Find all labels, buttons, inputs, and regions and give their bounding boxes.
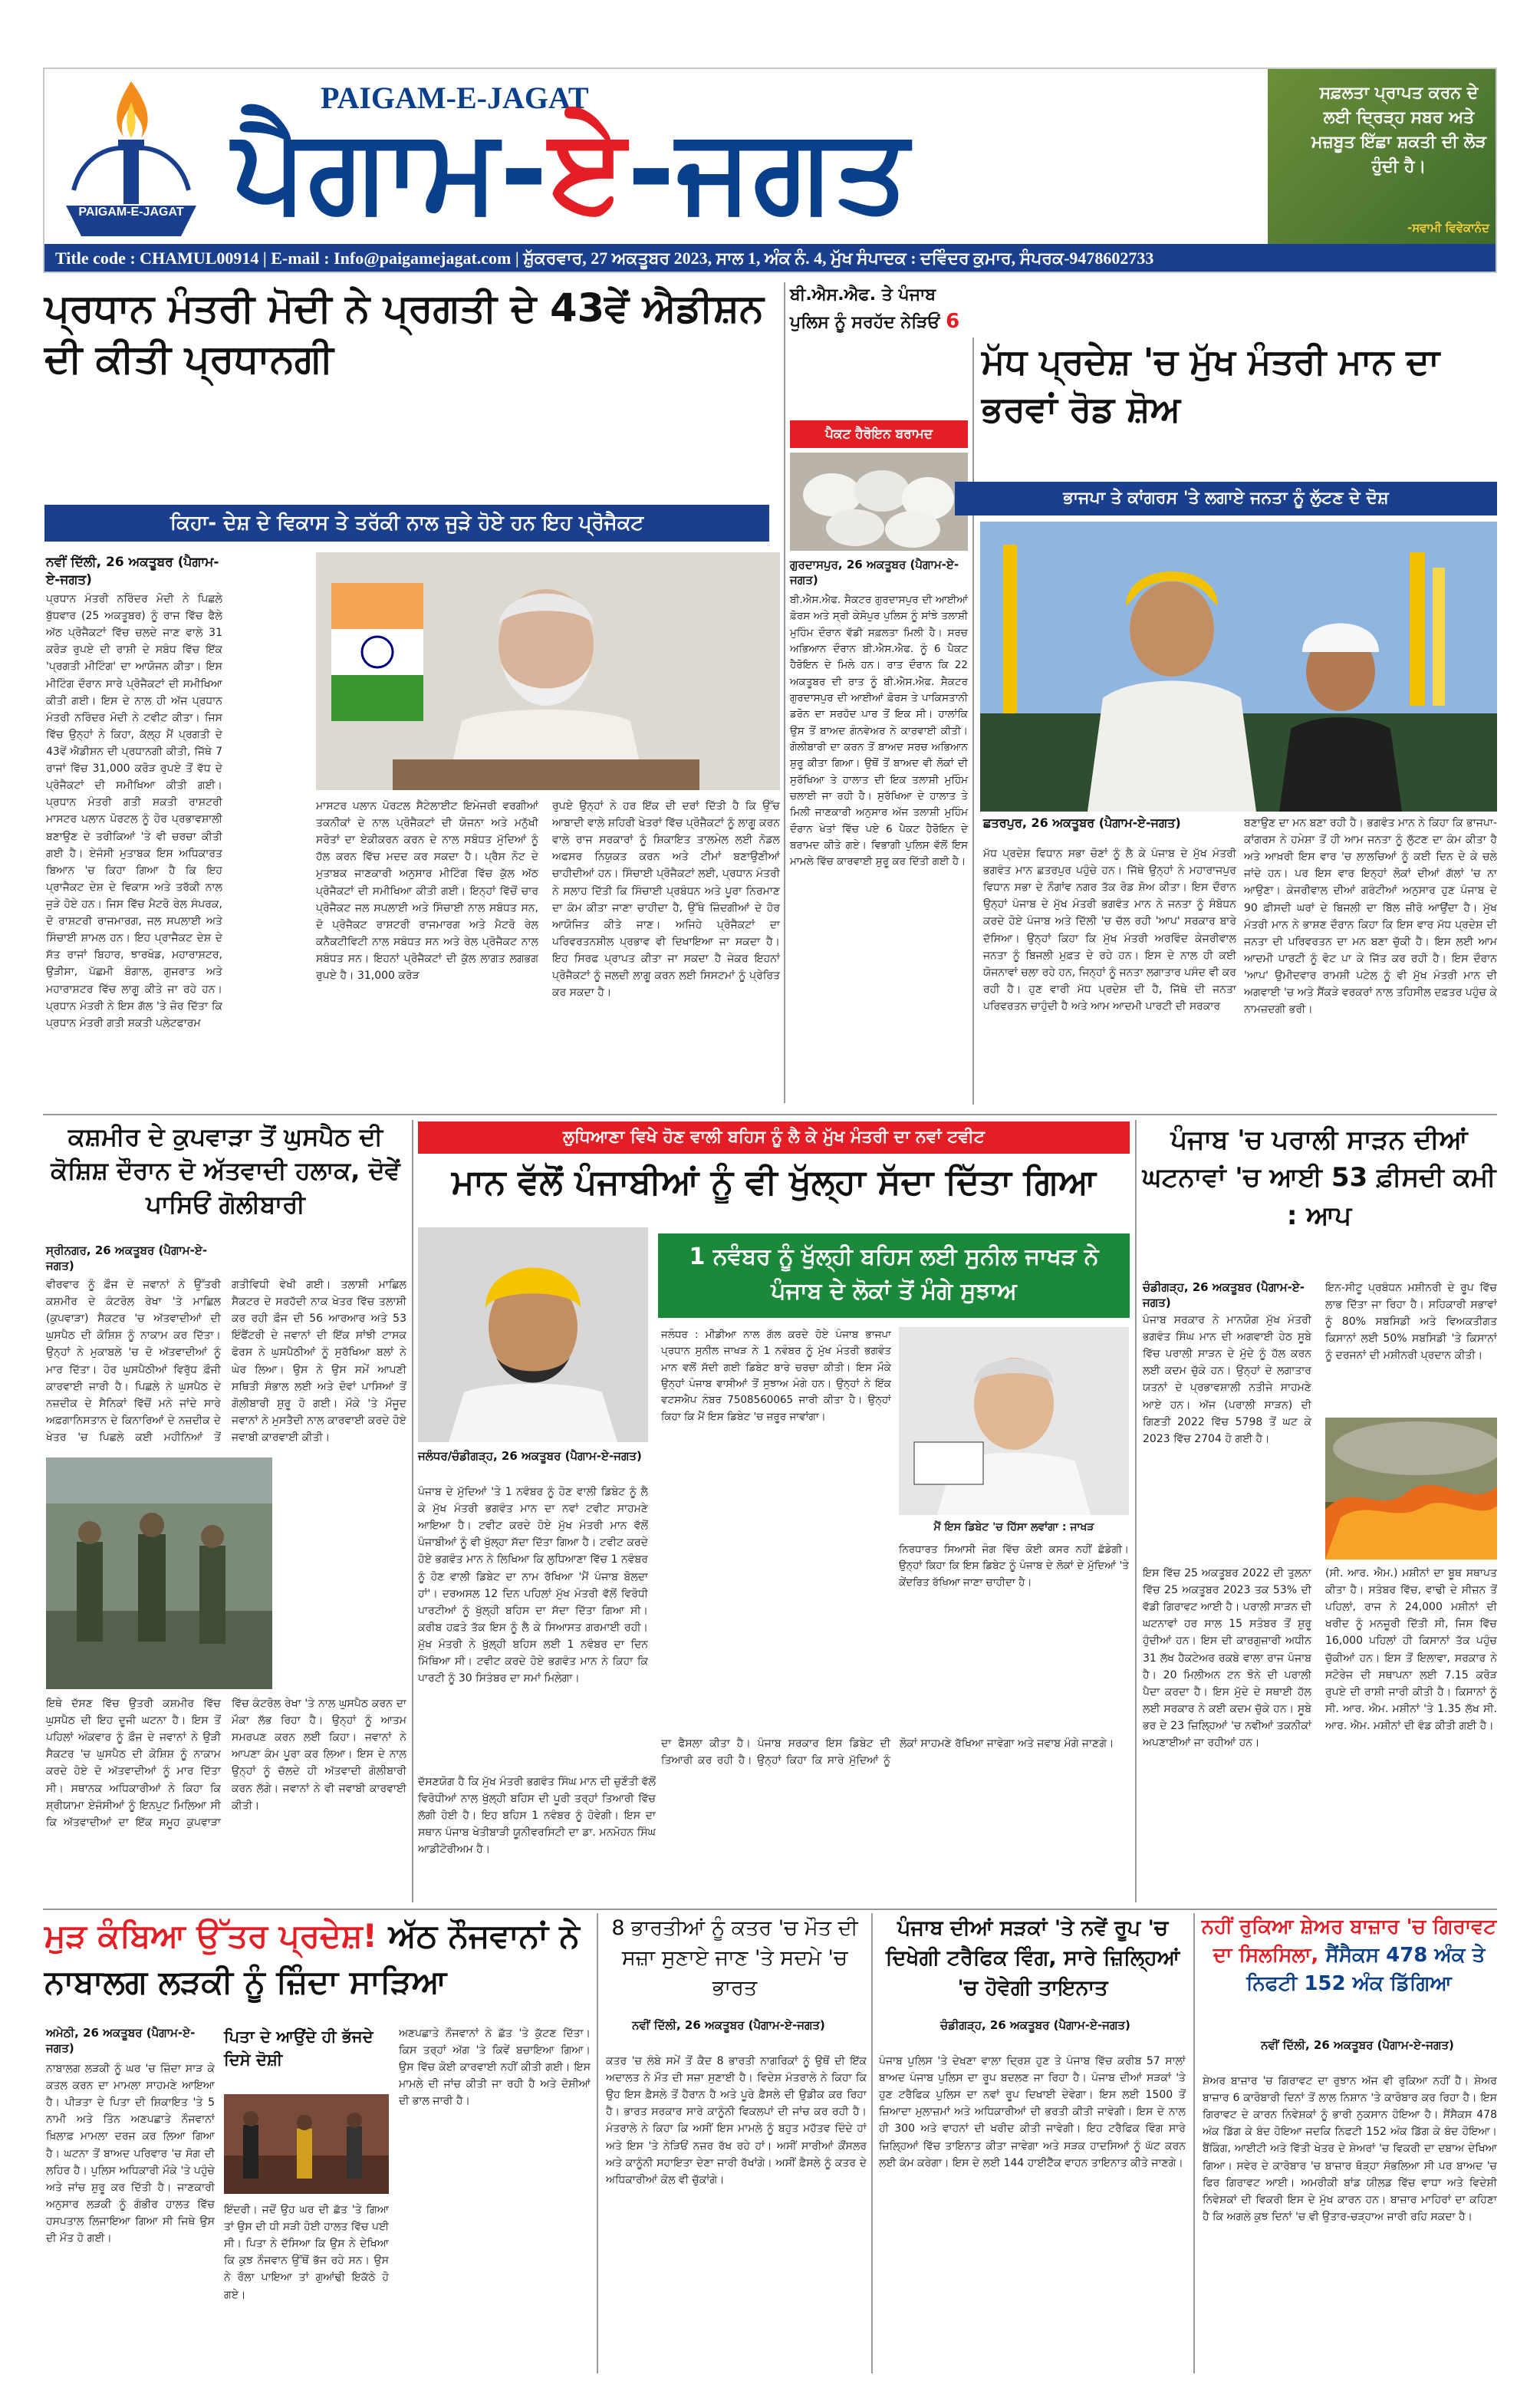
- parali-body-bottom-right: (ਸੀ. ਆਰ. ਐਮ.) ਮਸ਼ੀਨਾਂ ਦਾ ਬੂਥ ਸਥਾਪਤ ਕੀਤਾ ਹੈ। ਸਤੰਬਰ ਵਿੱਚ, ਵਾਢੀ ਦੇ ਸੀਜ਼ਨ ਤੋਂ ਪਹਿਲਾਂ, ਰਾਜ ਨੇ 24,000 ਮਸ਼ੀਨਾਂ ਦੀ ਖਰੀਦ ਨੂੰ ਮਨਜ਼ੂਰੀ ਦਿੱਤੀ ਸੀ, ਜਿਸ ਵਿੱਚ 16,000 ਪਹਿਲਾਂ ਹੀ ਕਿਸਾਨਾਂ ਤੱਕ ਪਹੁੰਚ ਚੁੱਕੀਆਂ ਹਨ। ਇਸ ਤੋਂ ਇਲਾਵਾ, ਸਰਕਾਰ ਨੇ ਸਟੋਰੇਜ ਦੀ ਸਥਾਪਨਾ ਲਈ 7.15 ਕਰੋੜ ਰੁਪਏ ਦੀ ਰਾਸ਼ੀ ਜਾਰੀ ਕੀਤੀ ਹੈ। ਕਿਸਾਨਾਂ ਨੂੰ ਸੀ. ਆਰ. ਐਮ. ਮਸ਼ੀਨਾਂ 'ਤੇ 1.35 ਲੱਖ ਸੀ. ਆਰ. ਐਮ. ਮਸ਼ੀਨਾਂ ਦੀ ਵੰਡ ਕੀਤੀ ਗਈ ਹੈ।: [1325, 1567, 1497, 1732]
- quote-author: -ਸਵਾਮੀ ਵਿਵੇਕਾਨੰਦ: [1407, 221, 1489, 235]
- modi-body-right: ਰੁਪਏ ਉਨ੍ਹਾਂ ਨੇ ਹਰ ਇੱਕ ਦੀ ਦਰਾਂ ਦਿੱਤੀ ਹੈ ਕਿ ਉੱਚ ਆਬਾਦੀ ਵਾਲੇ ਸ਼ਹਿਰੀ ਖੇਤਰਾਂ ਵਿੱਚ ਪ੍ਰੋਜੈਕਟਾਂ ਨੂੰ ਲਾਗੂ ਕਰਨ ਵਾਲੇ ਰਾਜ ਸਰਕਾਰਾਂ ਨੂੰ ਸ਼ਿਕਾਇਤ ਤਾਲਮੇਲ ਲਈ ਨੋਡਲ ਅਫਸਰ ਨਿਯੁਕਤ ਕਰਨ ਅਤੇ ਟੀਮਾਂ ਬਣਾਉਣੀਆਂ ਚਾਹੀਦੀਆਂ ਹਨ। ਸਿੰਚਾਈ ਪ੍ਰੋਜੈਕਟਾਂ ਲਈ, ਪ੍ਰਧਾਨ ਮੰਤਰੀ ਨੇ ਸਲਾਹ ਦਿੱਤੀ ਕਿ ਸਿੰਚਾਈ ਪ੍ਰਬੰਧਨ ਅਤੇ ਪੂਰਾ ਨਿਰਮਾਣ ਦਾ ਕੰਮ ਕੀਤਾ ਜਾਣਾ ਚਾਹੀਦਾ ਹੈ, ਉੱਥੇ ਜ਼ਿੰਦਗੀਆਂ ਦੇ ਹੋਰ ਆਯੋਜਿਤ ਕੀਤੇ ਜਾਣ। ਅਜਿਹੇ ਪ੍ਰੋਜੈਕਟਾਂ ਦਾ ਪਰਿਵਰਤਨਸ਼ੀਲ ਪ੍ਰਭਾਵ ਵੀ ਦਿਖਾਇਆ ਜਾ ਸਕਦਾ ਹੈ। ਇਹ ਸਿਰਫ ਪ੍ਰਾਪਤ ਕੀਤਾ ਜਾ ਸਕਦਾ ਹੈ ਜੇਕਰ ਇਹਨਾਂ ਪ੍ਰੋਜੈਕਟਾਂ ਨੂੰ ਜਲਦੀ ਲਾਗੂ ਕਰਨ ਲਈ ਸਿਸਟਮਾਂ ਨੂੰ ਪ੍ਰੇਰਿਤ ਕਰ ਸਕਦਾ ਹੈ।: [552, 800, 780, 1000]
- parali-body-top-right: ਇਨ-ਸੀਟੂ ਪ੍ਰਬੰਧਨ ਮਸ਼ੀਨਰੀ ਦੇ ਰੂਪ ਵਿੱਚ ਲਾਭ ਦਿੱਤਾ ਜਾ ਰਿਹਾ ਹੈ। ਸਹਿਕਾਰੀ ਸਭਾਵਾਂ ਨੂੰ 80% ਸਬਸਿਡੀ ਅਤੇ ਵਿਅਕਤੀਗਤ ਕਿਸਾਨਾਂ ਲਈ 50% ਸਬਸਿਡੀ 'ਤੇ ਕਿਸਾਨਾਂ ਨੂੰ ਦਰਜਨਾਂ ਦੀ ਮਸ਼ੀਨਰੀ ਪ੍ਰਦਾਨ ਕੀਤੀ।: [1325, 1282, 1497, 1362]
- up-body-right: ਅਣਪਛਾਤੇ ਨੌਜਵਾਨਾਂ ਨੇ ਛੱਤ 'ਤੇ ਕੁੱਟਣ ਦਿੱਤਾ। ਕਿਸ ਤਰ੍ਹਾਂ ਅੱਗ 'ਤੇ ਕਿਵੇਂ ਬਚਾਇਆ ਗਿਆ। ਉਸ ਵਿੱਚ ਕੋਈ ਕਾਰਵਾਈ ਨਹੀਂ ਕੀਤੀ ਗਈ। ਇਸ ਮਾਮਲੇ ਦੀ ਜਾਂਚ ਕੀਤੀ ਜਾ ਰਹੀ ਹੈ ਅਤੇ ਦੋਸ਼ੀਆਂ ਦੀ ਭਾਲ ਜਾਰੀ ਹੈ।: [399, 2027, 591, 2108]
- column-rule-6: [871, 1913, 873, 2373]
- title-part-2: ਏ: [549, 104, 627, 237]
- masthead-logo: [51, 75, 212, 267]
- column-rule-7: [1193, 1913, 1195, 2373]
- up-photo: [224, 2094, 389, 2194]
- jakhar-caption: ਮੈਂ ਇਸ ਡਿਬੇਟ 'ਚ ਹਿੱਸਾ ਲਵਾਂਗਾ : ਜਾਖੜ: [933, 1521, 1094, 1533]
- bsf-subhead: ਪੈਕਟ ਹੈਰੋਇਨ ਬਰਾਮਦ: [790, 420, 968, 448]
- mann-mp-dateline: ਛਤਰਪੁਰ, 26 ਅਕਤੂਬਰ (ਪੈਗਾਮ-ਏ-ਜਗਤ): [983, 815, 1181, 830]
- modi-body-mid: ਮਾਸਟਰ ਪਲਾਨ ਪੋਰਟਲ ਸੈਟੇਲਾਈਟ ਇਮੇਜਰੀ ਵਰਗੀਆਂ ਤਕਨੀਕਾਂ ਦੇ ਨਾਲ ਪ੍ਰੋਜੈਕਟਾਂ ਦੀ ਯੋਜਨਾ ਅਤੇ ਮਨੁੱਖੀ ਸਰੋਤਾਂ ਦਾ ਏਕੀਕਰਨ ਕਰਨ ਦੇ ਨਾਲ ਸਬੰਧਤ ਮੁੱਦਿਆਂ ਨੂੰ ਹੱਲ ਕਰਨ ਵਿੱਚ ਮਦਦ ਕਰ ਸਕਦਾ ਹੈ। ਪ੍ਰੈਸ ਨੋਟ ਦੇ ਮੁਤਾਬਕ ਜਾਣਕਾਰੀ ਅਨੁਸਾਰ ਮੀਟਿੰਗ ਵਿੱਚ ਕੁੱਲ ਅੱਠ ਪ੍ਰੋਜੈਕਟਾਂ ਦੀ ਸਮੀਖਿਆ ਕੀਤੀ ਗਈ। ਇਨ੍ਹਾਂ ਵਿੱਚੋਂ ਚਾਰ ਪ੍ਰੋਜੈਕਟ ਜਲ ਸਪਲਾਈ ਅਤੇ ਸਿੰਚਾਈ ਨਾਲ ਸਬੰਧਤ ਸਨ, ਦੋ ਪ੍ਰੋਜੈਕਟ ਰਾਸ਼ਟਰੀ ਰਾਜਮਾਰਗ ਅਤੇ ਮੈਟਰੋ ਰੇਲ ਕਨੈਕਟੀਵਿਟੀ ਨਾਲ ਸਬੰਧਤ ਸਨ ਅਤੇ ਰੇਲ ਪ੍ਰੋਜੈਕਟ ਨਾਲ ਸਬੰਧਤ ਸਨ। ਇਹਨਾਂ ਪ੍ਰੋਜੈਕਟਾਂ ਦੀ ਕੁੱਲ ਲਾਗਤ ਲਗਭਗ ਰੁਪਏ ਹੈ। 31,000 ਕਰੋੜ: [316, 800, 538, 983]
- column-rule-5: [597, 1913, 598, 2373]
- qatar-body: ਕਤਰ 'ਚ ਲੰਬੇ ਸਮੇਂ ਤੋਂ ਕੈਦ 8 ਭਾਰਤੀ ਨਾਗਰਿਕਾਂ ਨੂੰ ਉਥੋਂ ਦੀ ਇੱਕ ਅਦਾਲਤ ਨੇ ਮੌਤ ਦੀ ਸਜ਼ਾ ਸੁਣਾਈ ਹੈ। ਵਿਦੇਸ਼ ਮੰਤਰਾਲੇ ਨੇ ਕਿਹਾ ਕਿ ਉਹ ਇਸ ਫ਼ੈਸਲੇ ਤੋਂ ਹੈਰਾਨ ਹੈ ਅਤੇ ਪੂਰੇ ਫ਼ੈਸਲੇ ਦੀ ਉਡੀਕ ਕਰ ਰਿਹਾ ਹੈ। ਭਾਰਤ ਸਰਕਾਰ ਸਾਰੇ ਕਾਨੂੰਨੀ ਵਿਕਲਪਾਂ ਦੀ ਜਾਂਚ ਕਰ ਰਹੀ ਹੈ। ਮੰਤਰਾਲੇ ਨੇ ਕਿਹਾ ਕਿ ਅਸੀਂ ਇਸ ਮਾਮਲੇ ਨੂੰ ਬਹੁਤ ਮਹੱਤਵ ਦਿੰਦੇ ਹਾਂ ਅਤੇ ਇਸ 'ਤੇ ਨੇੜਿਓਂ ਨਜ਼ਰ ਰੱਖ ਰਹੇ ਹਾਂ। ਅਸੀਂ ਸਾਰੀਆਂ ਕੌਂਸਲਰ ਅਤੇ ਕਾਨੂੰਨੀ ਸਹਾਇਤਾ ਦੇਣਾ ਜਾਰੀ ਰੱਖਾਂਗੇ। ਅਸੀਂ ਫ਼ੈਸਲੇ ਨੂੰ ਕਤਰ ਦੇ ਅਧਿਕਾਰੀਆਂ ਕੋਲ ਵੀ ਚੁੱਕਾਂਗੇ।: [606, 2055, 867, 2186]
- column-rule-3: [412, 1120, 413, 1902]
- bsf-photo: [790, 453, 968, 551]
- jakhar-headline: 1 ਨਵੰਬਰ ਨੂੰ ਖੁੱਲ੍ਹੀ ਬਹਿਸ ਲਈ ਸੁਨੀਲ ਜਾਖੜ ਨੇ ਪੰਜਾਬ ਦੇ ਲੋਕਾਂ ਤੋਂ ਮੰਗੇ ਸੁਝਾਅ: [658, 1233, 1130, 1318]
- traffic-dateline: ਚੰਡੀਗੜ੍ਹ, 26 ਅਕਤੂਬਰ (ਪੈਗਾਮ-ਏ-ਜਗਤ): [940, 2018, 1130, 2032]
- up-body-mid: ਇੰਦਰੀ। ਜਦੋਂ ਉਹ ਘਰ ਦੀ ਛੱਤ 'ਤੇ ਗਿਆ ਤਾਂ ਉਸ ਦੀ ਧੀ ਸੜੀ ਹੋਈ ਹਾਲਤ ਵਿੱਚ ਪਈ ਸੀ। ਪਿਤਾ ਨੇ ਦੱਸਿਆ ਕਿ ਉਸ ਨੇ ਦੇਖਿਆ ਕਿ ਕੁਝ ਨੌਜਵਾਨ ਉੱਥੋਂ ਭੱਜ ਰਹੇ ਸਨ। ਉਸ ਨੇ ਰੌਲਾ ਪਾਇਆ ਤਾਂ ਗੁਆਂਢੀ ਇਕੱਠੇ ਹੋ ਗਏ।: [224, 2204, 389, 2301]
- parali-body-top: ਪੰਜਾਬ ਸਰਕਾਰ ਨੇ ਮਾਨਯੋਗ ਮੁੱਖ ਮੰਤਰੀ ਭਗਵੰਤ ਸਿੰਘ ਮਾਨ ਦੀ ਅਗਵਾਈ ਹੇਠ ਸੂਬੇ ਵਿੱਚ ਪਰਾਲੀ ਸਾੜਨ ਦੇ ਮੁੱਦੇ ਨੂੰ ਹੱਲ ਕਰਨ ਲਈ ਕਦਮ ਚੁੱਕੇ ਹਨ। ਉਨ੍ਹਾਂ ਦੇ ਲਗਾਤਾਰ ਯਤਨਾਂ ਦੇ ਪ੍ਰਭਾਵਸ਼ਾਲੀ ਨਤੀਜੇ ਸਾਹਮਣੇ ਆਏ ਹਨ। ਅੱਜ (ਪਰਾਲੀ ਸਾੜਨ) ਦੀ ਗਿਣਤੀ 2022 ਵਿੱਚ 5798 ਤੋਂ ਘਟ ਕੇ 2023 ਵਿੱਚ 2704 ਹੋ ਗਈ ਹੈ।: [1143, 1314, 1311, 1445]
- section-rule-2: [43, 1909, 1497, 1910]
- kashmir-body-bottom: ਇਥੇ ਦੱਸਣ ਵਿੱਚ ਉਤਰੀ ਕਸ਼ਮੀਰ ਵਿੱਚ ਘੁਸਪੈਠ ਦੀ ਇਹ ਦੂਜੀ ਘਟਨਾ ਹੈ। ਇਸ ਤੋਂ ਪਹਿਲਾਂ ਅੰਕਵਾਰ ਨੂੰ ਫ਼ੌਜ ਦੇ ਜਵਾਨਾਂ ਨੇ ਉੜੀ ਸੈਕਟਰ 'ਚ ਘੁਸਪੈਠ ਦੀ ਕੋਸ਼ਿਸ਼ ਨੂੰ ਨਾਕਾਮ ਕਰਦੇ ਹੋਏ ਦੋ ਅੱਤਵਾਦੀਆਂ ਨੂੰ ਮਾਰ ਦਿੱਤਾ ਸੀ। ਸਥਾਨਕ ਅਧਿਕਾਰੀਆਂ ਨੇ ਕਿਹਾ ਕਿ ਸ਼੍ਰੀਯਾਮਾ ਏਜੰਸੀਆਂ ਨੂੰ ਇਨਪੁਟ ਮਿਲਿਆ ਸੀ ਕਿ ਅੱਤਵਾਦੀਆਂ ਦਾ ਇੱਕ ਸਮੂਹ ਕੁਪਵਾੜਾ ਵਿੱਚ ਕੰਟਰੋਲ ਰੇਖਾ 'ਤੇ ਨਾਲ ਘੁਸਪੈਠ ਕਰਨ ਦਾ ਮੌਕਾ ਲੱਭ ਰਿਹਾ ਹੈ। ਉਨ੍ਹਾਂ ਨੂੰ ਆਤਮ ਸਮਰਪਣ ਕਰਨ ਲਈ ਕਿਹਾ। ਜਵਾਨਾਂ ਨੇ ਆਪਣਾ ਕੰਮ ਪੂਰਾ ਕਰ ਲਿਆ। ਇਸ ਦੇ ਨਾਲ ਉਨ੍ਹਾਂ ਨੂੰ ਚੱਲਦੇ ਹੀ ਅੱਤਵਾਦੀ ਗੋਲੀਬਾਰੀ ਕਰਨ ਲੱਗੇ। ਜਵਾਨਾਂ ਨੇ ਵੀ ਜਵਾਬੀ ਕਾਰਵਾਈ ਕੀਤੀ।: [46, 1698, 406, 1829]
- mann-debate-dateline: ਜਲੰਧਰ/ਚੰਡੀਗੜ੍ਹ, 26 ਅਕਤੂਬਰ (ਪੈਗਾਮ-ਏ-ਜਗਤ): [418, 1449, 642, 1463]
- mann-portrait-image: [418, 1227, 648, 1442]
- modi-body-left: ਪ੍ਰਧਾਨ ਮੰਤਰੀ ਨਰਿੰਦਰ ਮੋਦੀ ਨੇ ਪਿਛਲੇ ਬੁੱਧਵਾਰ (25 ਅਕਤੂਬਰ) ਨੂੰ ਰਾਜ ਵਿੱਚ ਫੈਲੇ ਅੱਠ ਪ੍ਰੋਜੈਕਟਾਂ ਵਿੱਚ ਚਲਦੇ ਜਾਣ ਵਾਲੇ 31 ਕਰੋੜ ਰੁਪਏ ਦੀ ਰਾਸ਼ੀ ਦੇ ਸਬੰਧ ਵਿੱਚ ਇੱਕ 'ਪ੍ਰਗਤੀ ਮੀਟਿੰਗ' ਦਾ ਆਯੋਜਨ ਕੀਤਾ। ਇਸ ਮੀਟਿੰਗ ਦੌਰਾਨ ਸਾਰੇ ਪ੍ਰੋਜੈਕਟਾਂ ਦੀ ਸਮੀਖਿਆ ਕੀਤੀ ਗਈ। ਇਸ ਦੇ ਨਾਲ ਹੀ ਅੱਜ ਪ੍ਰਧਾਨ ਮੰਤਰੀ ਨਰਿੰਦਰ ਮੋਦੀ ਨੇ ਟਵੀਟ ਕੀਤਾ। ਜਿਸ ਵਿੱਚ ਉਨ੍ਹਾਂ ਨੇ ਕਿਹਾ, ਕੱਲ੍ਹ ਮੈਂ ਪ੍ਰਗਤੀ ਦੇ 43ਵੇਂ ਐਡੀਸ਼ਨ ਦੀ ਪ੍ਰਧਾਨਗੀ ਕੀਤੀ, ਜਿੱਥੇ 7 ਰਾਜਾਂ ਵਿੱਚ 31,000 ਕਰੋੜ ਰੁਪਏ ਤੋਂ ਵੱਧ ਦੇ ਪ੍ਰੋਜੈਕਟਾਂ ਦੀ ਸਮੀਖਿਆ ਕੀਤੀ ਗਈ। ਪ੍ਰਧਾਨ ਮੰਤਰੀ ਗਤੀ ਸ਼ਕਤੀ ਰਾਸ਼ਟਰੀ ਮਾਸਟਰ ਪਲਾਨ ਪੋਰਟਲ ਨੂੰ ਹੋਰ ਪ੍ਰਭਾਵਸ਼ਾਲੀ ਬਣਾਉਣ ਦੇ ਤਰੀਕਿਆਂ 'ਤੇ ਵੀ ਚਰਚਾ ਕੀਤੀ ਗਈ ਹੈ। ਏਜੰਸੀ ਮੁਤਾਬਕ ਇਸ ਅਧਿਕਾਰਤ ਬਿਆਨ 'ਚ ਕਿਹਾ ਗਿਆ ਹੈ ਕਿ ਇਹ ਪ੍ਰਾਜੈਕਟ ਦੇਸ਼ ਦੇ ਵਿਕਾਸ ਅਤੇ ਤਰੱਕੀ ਨਾਲ ਜੁੜੇ ਹੋਏ ਹਨ। ਜਿਸ ਵਿੱਚ ਮੈਟਰੋ ਰੇਲ ਸੰਪਰਕ, ਦੋ ਰਾਸ਼ਟਰੀ ਰਾਜਮਾਰਗ, ਜਲ ਸਪਲਾਈ ਅਤੇ ਸਿੰਚਾਈ ਸ਼ਾਮਲ ਹਨ। ਇਹ ਪ੍ਰਾਜੈਕਟ ਦੇਸ਼ ਦੇ ਸੱਤ ਰਾਜਾਂ ਬਿਹਾਰ, ਝਾਰਖੰਡ, ਮਹਾਰਾਸ਼ਟਰ, ਉੜੀਸਾ, ਪੱਛਮੀ ਬੰਗਾਲ, ਗੁਜਰਾਤ ਅਤੇ ਮਹਾਰਾਸ਼ਟਰ ਵਿੱਚ ਲਾਗੂ ਕੀਤੇ ਜਾ ਰਹੇ ਹਨ। ਪ੍ਰਧਾਨ ਮੰਤਰੀ ਨੇ ਇਸ ਗੱਲ 'ਤੇ ਜ਼ੋਰ ਦਿੱਤਾ ਕਿ ਪ੍ਰਧਾਨ ਮੰਤਰੀ ਗਤੀ ਸ਼ਕਤੀ ਪਲੇਟਫਾਰਮ: [46, 593, 222, 1029]
- traffic-headline: ਪੰਜਾਬ ਦੀਆਂ ਸੜਕਾਂ 'ਤੇ ਨਵੇਂ ਰੂਪ 'ਚ ਦਿਖੇਗੀ ਟਰੈਫਿਕ ਵਿੰਗ, ਸਾਰੇ ਜ਼ਿਲ੍ਹਿਆਂ 'ਚ ਹੋਵੇਗੀ ਤਾਇਨਾਤ: [885, 1916, 1180, 2001]
- modi-headline: ਪ੍ਰਧਾਨ ਮੰਤਰੀ ਮੋਦੀ ਨੇ ਪ੍ਰਗਤੀ ਦੇ 43ਵੇਂ ਐਡੀਸ਼ਨ ਦੀ ਕੀਤੀ ਪ੍ਰਧਾਨਗੀ: [44, 286, 764, 383]
- kashmir-body-top: ਵੀਰਵਾਰ ਨੂੰ ਫ਼ੌਜ ਦੇ ਜਵਾਨਾਂ ਨੇ ਉੱਤਰੀ ਕਸ਼ਮੀਰ ਦੇ ਕੰਟਰੋਲ ਰੇਖਾ 'ਤੇ ਮਾਛਿਲ (ਕੁਪਵਾੜਾ) ਸੈਕਟਰ 'ਚ ਅੱਤਵਾਦੀਆਂ ਦੀ ਘੁਸਪੈਠ ਦੀ ਕੋਸ਼ਿਸ਼ ਨੂੰ ਨਾਕਾਮ ਕਰ ਦਿੱਤਾ। ਉਨ੍ਹਾਂ ਨੇ ਮੁਕਾਬਲੇ 'ਚ ਦੋ ਅੱਤਵਾਦੀਆਂ ਨੂੰ ਮਾਰ ਦਿੱਤਾ। ਹੋਰ ਘੁਸਪੈਠੀਆਂ ਵਿਰੁੱਧ ਫ਼ੌਜੀ ਕਾਰਵਾਈ ਜਾਰੀ ਹੈ। ਪਿਛਲੇ ਨੇ ਘੁਸਪੈਠ ਦੇ ਨਜ਼ਦੀਕ ਦੇ ਸੈਨਿਕਾਂ ਵਿੱਚੋਂ ਮਨੇ ਜਾਂਦੇ ਸਾਰੇ ਅਫ਼ਗਾਨਿਸਤਾਨ ਦੇ ਕਿਨਾਰਿਆਂ ਦੇ ਨਜ਼ਦੀਕ ਦੇ ਖੇਤਰ 'ਚ ਪਿਛਲੇ ਕਈ ਮਹੀਨਿਆਂ ਤੋਂ ਗਤੀਵਿਧੀ ਵੇਖੀ ਗਈ। ਤਲਾਸ਼ੀ ਮਾਛਿਲ ਸੈਕਟਰ ਦੇ ਸਰਹੱਦੀ ਨਾਕ ਖੇਤਰ ਵਿੱਚ ਤਲਾਸ਼ੀ ਕਰ ਰਹੀ ਫ਼ੌਜ ਦੀ 56 ਆਰਆਰ ਅਤੇ 53 ਇੰਫੈਂਟਰੀ ਦੇ ਜਵਾਨਾਂ ਦੀ ਇੱਕ ਸਾਂਝੀ ਟਾਸਕ ਫੋਰਸ ਨੇ ਘੁਸਪੈਠੀਆਂ ਨੂੰ ਸੁਰੱਖਿਆ ਬਲਾਂ ਨੇ ਘੇਰ ਲਿਆ। ਉਸ ਨੇ ਉਸ ਸਮੇਂ ਆਪਣੀ ਸਥਿਤੀ ਸੰਭਾਲ ਲਈ ਅਤੇ ਦੋਵਾਂ ਪਾਸਿਆਂ ਤੋਂ ਗੋਲੀਬਾਰੀ ਸ਼ੁਰੂ ਹੋ ਗਈ। ਮੌਕੇ 'ਤੇ ਮੌਜੂਦ ਜਵਾਨਾਂ ਨੇ ਮੁਸਤੈਦੀ ਨਾਲ ਕਾਰਵਾਈ ਕਰਦੇ ਹੋਏ ਜਵਾਬੀ ਕਾਰਵਾਈ ਕੀਤੀ।: [46, 1279, 406, 1444]
- mann-debate-photo: [418, 1227, 648, 1442]
- heroin-packets-image: [790, 453, 968, 551]
- mann-debate-body-top: ਪੰਜਾਬ ਦੇ ਮੁੱਦਿਆਂ 'ਤੇ 1 ਨਵੰਬਰ ਨੂੰ ਹੋਣ ਵਾਲੀ ਡਿਬੇਟ ਨੂੰ ਲੈ ਕੇ ਮੁੱਖ ਮੰਤਰੀ ਭਗਵੰਤ ਮਾਨ ਦਾ ਨਵਾਂ ਟਵੀਟ ਸਾਹਮਣੇ ਆਇਆ ਹੈ। ਟਵੀਟ ਕਰਦੇ ਹੋਏ ਮੁੱਖ ਮੰਤਰੀ ਮਾਨ ਵੱਲੋਂ ਪੰਜਾਬੀਆਂ ਨੂੰ ਵੀ ਖੁੱਲ੍ਹਾ ਸੱਦਾ ਦਿੱਤਾ ਗਿਆ ਹੈ। ਟਵੀਟ ਕਰਦੇ ਹੋਏ ਭਗਵੰਤ ਮਾਨ ਨੇ ਲਿਖਿਆ ਕਿ ਲੁਧਿਆਣਾ ਵਿੱਚ 1 ਨਵੰਬਰ ਨੂੰ ਹੋਣ ਵਾਲੀ ਡਿਬੇਟ ਦਾ ਨਾਮ ਰੱਖਿਆ 'ਮੈਂ ਪੰਜਾਬ ਬੋਲਦਾ ਹਾਂ'। ਦਰਅਸਲ 12 ਦਿਨ ਪਹਿਲਾਂ ਮੁੱਖ ਮੰਤਰੀ ਵੱਲੋਂ ਵਿਰੋਧੀ ਪਾਰਟੀਆਂ ਨੂੰ ਖੁੱਲ੍ਹੀ ਬਹਿਸ ਦਾ ਸੱਦਾ ਦਿੱਤਾ ਗਿਆ ਸੀ। ਕਰੀਬ ਹਫ਼ਤੇ ਤੱਕ ਇਸ ਨੂੰ ਲੈ ਕੇ ਸਿਆਸਤ ਗਰਮਾਈ ਰਹੀ। ਮੁੱਖ ਮੰਤਰੀ ਨੇ ਖੁੱਲ੍ਹੀ ਬਹਿਸ ਲਈ 1 ਨਵੰਬਰ ਦਾ ਦਿਨ ਮਿੱਥਿਆ ਸੀ। ਟਵੀਟ ਕਰਦੇ ਹੋਏ ਭਗਵੰਤ ਮਾਨ ਨੇ ਕਿਹਾ ਕਿ ਪਾਰਟੀ ਨੂੰ 30 ਸਿਤੰਬਰ ਦਾ ਸਮਾਂ ਮਿਲੇਗਾ।: [418, 1486, 648, 1685]
- sensex-body: ਸ਼ੇਅਰ ਬਾਜ਼ਾਰ 'ਚ ਗਿਰਾਵਟ ਦਾ ਰੁਝਾਨ ਅੱਜ ਵੀ ਰੁਕਿਆ ਨਹੀਂ ਹੈ। ਸ਼ੇਅਰ ਬਾਜ਼ਾਰ 6 ਕਾਰੋਬਾਰੀ ਦਿਨਾਂ ਤੋਂ ਲਾਲ ਨਿਸ਼ਾਨ 'ਤੇ ਕਾਰੋਬਾਰ ਕਰ ਰਿਹਾ ਹੈ। ਇਸ ਗਿਰਾਵਟ ਦੇ ਕਾਰਨ ਨਿਵੇਸ਼ਕਾਂ ਨੂੰ ਭਾਰੀ ਨੁਕਸਾਨ ਹੋਇਆ ਹੈ। ਸੈਂਸੈਕਸ 478 ਅੰਕ ਡਿੱਗ ਕੇ ਬੰਦ ਹੋਇਆ ਜਦਕਿ ਨਿਫਟੀ 152 ਅੰਕ ਡਿੱਗ ਕੇ ਬੰਦ ਹੋਇਆ। ਬੈਂਕਿੰਗ, ਆਈਟੀ ਅਤੇ ਵਿੱਤੀ ਖੇਤਰ ਦੇ ਸ਼ੇਅਰਾਂ 'ਚ ਵਿਕਰੀ ਦਾ ਦਬਾਅ ਦੇਖਿਆ ਗਿਆ। ਸਵੇਰ ਦੇ ਕਾਰੋਬਾਰ 'ਚ ਬਾਜ਼ਾਰ ਥੋੜ੍ਹਾ ਸੰਭਲਿਆ ਸੀ ਪਰ ਬਾਅਦ 'ਚ ਫਿਰ ਗਿਰਾਵਟ ਆਈ। ਅਮਰੀਕੀ ਬਾਂਡ ਯੀਲਡ ਵਿੱਚ ਵਾਧਾ ਅਤੇ ਵਿਦੇਸ਼ੀ ਨਿਵੇਸ਼ਕਾਂ ਦੀ ਵਿਕਰੀ ਇਸ ਦੇ ਮੁੱਖ ਕਾਰਨ ਹਨ। ਬਾਜ਼ਾਰ ਮਾਹਿਰਾਂ ਦਾ ਕਹਿਣਾ ਹੈ ਕਿ ਅਗਲੇ ਕੁਝ ਦਿਨਾਂ 'ਚ ਵੀ ਉਤਾਰ-ਚੜ੍ਹਾਅ ਜਾਰੀ ਰਹਿ ਸਕਦਾ ਹੈ।: [1203, 2075, 1497, 2223]
- modi-image: [316, 552, 780, 790]
- parali-body-bottom: ਇਸ ਵਿੱਚ 25 ਅਕਤੂਬਰ 2022 ਦੀ ਤੁਲਨਾ ਵਿੱਚ 25 ਅਕਤੂਬਰ 2023 ਤਕ 53% ਦੀ ਵੱਡੀ ਗਿਰਾਵਟ ਆਈ ਹੈ। ਪਰਾਲੀ ਸਾੜਨ ਦੀ ਘਟਨਾਵਾਂ ਹਰ ਸਾਲ 15 ਸਤੰਬਰ ਤੋਂ ਸ਼ੁਰੂ ਹੁੰਦੀਆਂ ਹਨ। ਇਸ ਦੀ ਕਾਰਗੁਜ਼ਾਰੀ ਅਧੀਨ 31 ਲੱਖ ਹੈਕਟੇਅਰ ਰਕਬੇ ਵਾਲਾ ਰਾਜ ਪੰਜਾਬ ਹੈ। 20 ਮਿਲੀਅਨ ਟਨ ਝੋਨੇ ਦੀ ਪਰਾਲੀ ਪੈਦਾ ਕਰਦਾ ਹੈ। ਇਸ ਮੁੱਦੇ ਦੇ ਸਥਾਈ ਹੱਲ ਲਈ ਸਰਕਾਰ ਨੇ ਕਈ ਕਦਮ ਚੁੱਕੇ ਹਨ। ਸੂਬੇ ਭਰ ਦੇ 23 ਜ਼ਿਲ੍ਹਿਆਂ 'ਚ ਨਵੀਆਂ ਤਕਨੀਕਾਂ ਅਪਣਾਈਆਂ ਜਾ ਰਹੀਆਂ ਹਨ।: [1143, 1567, 1311, 1750]
- mann-mp-photo: [980, 522, 1497, 812]
- qatar-headline: 8 ਭਾਰਤੀਆਂ ਨੂੰ ਕਤਰ 'ਚ ਮੌਤ ਦੀ ਸਜ਼ਾ ਸੁਣਾਏ ਜਾਣ 'ਤੇ ਸਦਮੇ 'ਚ ਭਾਰਤ: [611, 1916, 858, 2001]
- jakhar-body-bottom: ਦਾ ਫੈਸਲਾ ਕੀਤਾ ਹੈ। ਪੰਜਾਬ ਸਰਕਾਰ ਇਸ ਡਿਬੇਟ ਦੀ ਤਿਆਰੀ ਕਰ ਰਹੀ ਹੈ। ਉਨ੍ਹਾਂ ਕਿਹਾ ਕਿ ਸਾਰੇ ਮੁੱਦਿਆਂ ਨੂੰ ਲੋਕਾਂ ਸਾਹਮਣੇ ਰੱਖਿਆ ਜਾਵੇਗਾ ਅਤੇ ਜਵਾਬ ਮੰਗੇ ਜਾਣਗੇ।: [661, 1737, 1114, 1767]
- bsf-headline: [790, 284, 968, 335]
- bsf-dateline: ਗੁਰਦਾਸਪੁਰ, 26 ਅਕਤੂਬਰ (ਪੈਗਾਮ-ਏ-ਜਗਤ): [790, 558, 959, 588]
- mann-debate-strap: ਲੁਧਿਆਣਾ ਵਿਖੇ ਹੋਣ ਵਾਲੀ ਬਹਿਸ ਨੂੰ ਲੈ ਕੇ ਮੁੱਖ ਮੰਤਰੀ ਦਾ ਨਵਾਂ ਟਵੀਟ: [418, 1121, 1130, 1154]
- bsf-headline-num: 6: [946, 309, 960, 333]
- up-body-left: ਨਾਬਾਲਗ ਲੜਕੀ ਨੂੰ ਘਰ 'ਚ ਜ਼ਿੰਦਾ ਸਾੜ ਕੇ ਕਤਲ ਕਰਨ ਦਾ ਮਾਮਲਾ ਸਾਹਮਣੇ ਆਇਆ ਹੈ। ਪੀੜਤਾ ਦੇ ਪਿਤਾ ਦੀ ਸ਼ਿਕਾਇਤ 'ਤੇ 5 ਨਾਮੀ ਅਤੇ ਤਿੰਨ ਅਣਪਛਾਤੇ ਨੌਜਵਾਨਾਂ ਖ਼ਿਲਾਫ਼ ਮਾਮਲਾ ਦਰਜ ਕਰ ਲਿਆ ਗਿਆ ਹੈ। ਘਟਨਾ ਤੋਂ ਬਾਅਦ ਪਰਿਵਾਰ 'ਚ ਸੋਗ ਦੀ ਲਹਿਰ ਹੈ। ਪੁਲਿਸ ਅਧਿਕਾਰੀ ਮੌਕੇ 'ਤੇ ਪਹੁੰਚੇ ਅਤੇ ਜਾਂਚ ਸ਼ੁਰੂ ਕਰ ਦਿੱਤੀ ਹੈ। ਜਾਣਕਾਰੀ ਅਨੁਸਾਰ ਲੜਕੀ ਨੂੰ ਗੰਭੀਰ ਹਾਲਤ ਵਿੱਚ ਹਸਪਤਾਲ ਲਿਜਾਇਆ ਗਿਆ ਸੀ ਜਿਥੇ ਉਸ ਦੀ ਮੌਤ ਹੋ ਗਈ।: [46, 2063, 215, 2245]
- kashmir-headline: ਕਸ਼ਮੀਰ ਦੇ ਕੁਪਵਾੜਾ ਤੋਂ ਘੁਸਪੈਠ ਦੀ ਕੋਸ਼ਿਸ਼ ਦੌਰਾਨ ਦੋ ਅੱਤਵਾਦੀ ਹਲਾਕ, ਦੋਵੇਂ ਪਾਸਿਓਂ ਗੋਲੀਬਾਰੀ: [51, 1122, 400, 1220]
- parali-headline: ਪੰਜਾਬ 'ਚ ਪਰਾਲੀ ਸਾੜਨ ਦੀਆਂ ਘਟਨਾਵਾਂ 'ਚ ਆਈ 53 ਫ਼ੀਸਦੀ ਕਮੀ : ਆਪ: [1142, 1125, 1496, 1231]
- torch-logo-icon: [51, 75, 212, 267]
- title-part-1: ਪੈਗਾਮ-: [232, 104, 550, 237]
- modi-dateline: ਨਵੀਂ ਦਿੱਲੀ, 26 ਅਕਤੂਬਰ (ਪੈਗਾਮ-ਏ-ਜਗਤ): [46, 555, 219, 588]
- mann-mp-body-left: ਮੱਧ ਪ੍ਰਦੇਸ਼ ਵਿਧਾਨ ਸਭਾ ਚੋਣਾਂ ਨੂੰ ਲੈ ਕੇ ਪੰਜਾਬ ਦੇ ਮੁੱਖ ਮੰਤਰੀ ਭਗਵੰਤ ਮਾਨ ਛਤਰਪੁਰ ਪਹੁੰਚੇ ਹਨ। ਜਿੱਥੇ ਉਨ੍ਹਾਂ ਨੇ ਮਹਾਰਾਜਪੁਰ ਵਿਧਾਨ ਸਭਾ ਦੇ ਨੌਗਾਂਵ ਨਗਰ ਤੱਕ ਰੋਡ ਸ਼ੋਅ ਕੀਤਾ। ਇਸ ਦੌਰਾਨ ਉਨ੍ਹਾਂ ਪੰਜਾਬ ਦੇ ਮੁੱਖ ਮੰਤਰੀ ਭਗਵੰਤ ਮਾਨ ਨੇ ਜਨਤਾ ਨੂੰ ਸੰਬੋਧਨ ਕਰਦੇ ਹੋਏ ਪੰਜਾਬ ਅਤੇ ਦਿੱਲੀ 'ਚ ਚੱਲ ਰਹੀ 'ਆਪ' ਸਰਕਾਰ ਬਾਰੇ ਦੱਸਿਆ। ਉਨ੍ਹਾਂ ਕਿਹਾ ਕਿ ਮੁੱਖ ਮੰਤਰੀ ਅਰਵਿੰਦ ਕੇਜਰੀਵਾਲ ਜਨਤਾ ਨੂੰ ਬਿਜਲੀ ਮੁਫ਼ਤ ਦੇ ਰਹੇ ਹਨ। ਇਸ ਦੇ ਨਾਲ ਹੀ ਕਈ ਯੋਜਨਾਵਾਂ ਚਲਾ ਰਹੇ ਹਨ, ਜਿਨ੍ਹਾਂ ਨੂੰ ਜਨਤਾ ਲਗਾਤਾਰ ਪਸੰਦ ਵੀ ਕਰ ਰਹੀ ਹੈ। ਹੁਣ ਵਾਰੀ ਮੱਧ ਪ੍ਰਦੇਸ਼ ਦੀ ਹੈ, ਜਿੱਥੇ ਦੀ ਜਨਤਾ ਪਰਿਵਰਤਨ ਚਾਹੁੰਦੀ ਹੈ ਅਤੇ ਆਮ ਆਦਮੀ ਪਾਰਟੀ ਦੀ ਸਰਕਾਰ: [983, 848, 1236, 1013]
- column-rule: [784, 282, 785, 1103]
- up-headline: [44, 1913, 595, 2004]
- parali-dateline: ਚੰਡੀਗੜ੍ਹ, 26 ਅਕਤੂਬਰ (ਪੈਗਾਮ-ਏ-ਜਗਤ): [1143, 1280, 1305, 1310]
- traffic-body: ਪੰਜਾਬ ਪੁਲਿਸ 'ਤੇ ਦੇਖਣਾ ਵਾਲਾ ਦ੍ਰਿਸ਼ ਹੁਣ ਤੇ ਪੰਜਾਬ ਵਿੱਚ ਕਰੀਬ 57 ਸਾਲਾਂ ਬਾਅਦ ਪੰਜਾਬ ਪੁਲਿਸ ਦਾ ਰੂਪ ਬਦਲਣ ਜਾ ਰਿਹਾ ਹੈ। ਪੰਜਾਬ ਦੀਆਂ ਸੜਕਾਂ 'ਤੇ ਹੁਣ ਟਰੈਫਿਕ ਪੁਲਿਸ ਦਾ ਨਵਾਂ ਰੂਪ ਦਿਖਾਈ ਦੇਵੇਗਾ। ਇਸ ਲਈ 1500 ਤੋਂ ਜ਼ਿਆਦਾ ਮੁਲਾਜ਼ਮਾਂ ਅਤੇ ਅਧਿਕਾਰੀਆਂ ਦੀ ਭਰਤੀ ਕੀਤੀ ਜਾਵੇਗੀ। ਇਸ ਦੇ ਨਾਲ ਹੀ 300 ਅਤੇ ਵਾਹਨਾਂ ਦੀ ਖਰੀਦ ਕੀਤੀ ਜਾਵੇਗੀ। ਇਹ ਟਰੈਫਿਕ ਵਿੰਗ ਸਾਰੇ ਜ਼ਿਲ੍ਹਿਆਂ ਵਿੱਚ ਤਾਇਨਾਤ ਕੀਤਾ ਜਾਵੇਗਾ ਅਤੇ ਸੜਕ ਹਾਦਸਿਆਂ ਨੂੰ ਘੱਟ ਕਰਨ ਲਈ ਕੰਮ ਕਰੇਗਾ। ਇਸ ਦੇ ਲਈ 144 ਹਾਈਟੈੱਕ ਵਾਹਨ ਤਾਇਨਾਤ ਕੀਤੇ ਜਾਣਗੇ।: [879, 2055, 1186, 2169]
- sensex-headline-red: ਨਹੀਂ ਰੁਕਿਆ ਸ਼ੇਅਰ ਬਾਜ਼ਾਰ 'ਚ ਗਿਰਾਵਟ ਦਾ ਸਿਲਸਿਲਾ,: [1201, 1915, 1497, 1967]
- sensex-headline-blue: ਸੈਂਸੈਕਸ 478 ਅੰਕ ਤੇ ਨਿਫਟੀ 152 ਅੰਕ ਡਿੱਗਿਆ: [1246, 1943, 1486, 1995]
- soldiers-image: [46, 1457, 272, 1689]
- section-rule: [43, 1114, 1497, 1115]
- bsf-headline-text: ਬੀ.ਐਸ.ਐਫ. ਤੇ ਪੰਜਾਬ ਪੁਲਿਸ ਨੂੰ ਸਰਹੱਦ ਨੇੜਿਓਂ: [790, 285, 940, 332]
- jakhar-photo: [899, 1327, 1129, 1515]
- english-name: PAIGAM-E-JAGAT: [321, 81, 589, 115]
- kashmir-dateline: ਸ੍ਰੀਨਗਰ, 26 ਅਕਤੂਬਰ (ਪੈਗਾਮ-ਏ-ਜਗਤ): [46, 1243, 208, 1273]
- qatar-dateline: ਨਵੀਂ ਦਿੱਲੀ, 26 ਅਕਤੂਬਰ (ਪੈਗਾਮ-ਏ-ਜਗਤ): [632, 2018, 825, 2032]
- mann-debate-body-bottom: ਦੱਸਣਯੋਗ ਹੈ ਕਿ ਮੁੱਖ ਮੰਤਰੀ ਭਗਵੰਤ ਸਿੰਘ ਮਾਨ ਦੀ ਚੁਣੌਤੀ ਵੱਲੋਂ ਵਿਰੋਧੀਆਂ ਨਾਲ ਖੁੱਲ੍ਹੀ ਬਹਿਸ ਦੀ ਪੂਰੀ ਤਰ੍ਹਾਂ ਤਿਆਰੀ ਵਿੱਚ ਲੱਗੀ ਹੋਈ ਹੈ। ਇਹ ਬਹਿਸ 1 ਨਵੰਬਰ ਨੂੰ ਹੋਵੇਗੀ। ਇਸ ਦਾ ਸਥਾਨ ਪੰਜਾਬ ਖੇਤੀਬਾੜੀ ਯੂਨੀਵਰਸਿਟੀ ਦਾ ਡਾ. ਮਨਮੋਹਨ ਸਿੰਘ ਆਡੀਟੋਰੀਅਮ ਹੈ।: [418, 1776, 656, 1856]
- jakhar-body-left: ਜਲੰਧਰ : ਮੀਡੀਆ ਨਾਲ ਗੱਲ ਕਰਦੇ ਹੋਏ ਪੰਜਾਬ ਭਾਜਪਾ ਪ੍ਰਧਾਨ ਸੁਨੀਲ ਜਾਖੜ ਨੇ 1 ਨਵੰਬਰ ਨੂੰ ਮੁੱਖ ਮੰਤਰੀ ਭਗਵੰਤ ਮਾਨ ਵਲੋਂ ਸੱਦੀ ਗਈ ਡਿਬੇਟ ਬਾਰੇ ਚਰਚਾ ਕੀਤੀ। ਇਸ ਮੌਕੇ ਉਨ੍ਹਾਂ ਪੰਜਾਬ ਵਾਸੀਆਂ ਤੋਂ ਸੁਝਾਅ ਮੰਗੇ ਹਨ। ਉਨ੍ਹਾਂ ਨੇ ਇੱਕ ਵਟਸਐਪ ਨੰਬਰ 7508560065 ਜਾਰੀ ਕੀਤਾ ਹੈ। ਉਨ੍ਹਾਂ ਕਿਹਾ ਕਿ ਮੈਂ ਇਸ ਡਿਬੇਟ 'ਚ ਜ਼ਰੂਰ ਜਾਵਾਂਗਾ।: [661, 1329, 891, 1423]
- sensex-dateline: ਨਵੀਂ ਦਿੱਲੀ, 26 ਅਕਤੂਬਰ (ਪੈਗਾਮ-ਏ-ਜਗਤ): [1261, 2038, 1454, 2052]
- stubble-burning-image: [1325, 1418, 1497, 1559]
- parali-photo: [1325, 1418, 1497, 1559]
- up-headline-red: ਮੁੜ ਕੰਬਿਆ ਉੱਤਰ ਪ੍ਰਦੇਸ਼!: [44, 1917, 377, 1955]
- bsf-body: ਬੀ.ਐਸ.ਐਫ. ਸੈਕਟਰ ਗੁਰਦਾਸਪੁਰ ਦੀ ਆਈਆਂ ਫ਼ੋਰਸ ਅਤੇ ਸ੍ਰੀ ਕੇਸੋਪੁਰ ਪੁਲਿਸ ਨੂੰ ਸਾਂਝੇ ਤਲਾਸ਼ੀ ਮੁਹਿੰਮ ਦੌਰਾਨ ਵੱਡੀ ਸਫ਼ਲਤਾ ਮਿਲੀ ਹੈ। ਸਰਚ ਅਭਿਆਨ ਦੌਰਾਨ ਬੀ.ਐਸ.ਐਫ. ਨੂੰ 6 ਪੈਕਟ ਹੈਰੋਇਨ ਦੇ ਮਿਲੇ ਹਨ। ਰਾਤ ਦੌਰਾਨ ਕਿ 22 ਅਕਤੂਬਰ ਦੀ ਰਾਤ ਨੂੰ ਬੀ.ਐਸ.ਐਫ. ਸੈਕਟਰ ਗੁਰਦਾਸਪੁਰ ਦੀ ਆਈਆਂ ਫ਼ੋਰਸ ਤੇ ਪਾਕਿਸਤਾਨੀ ਡਰੋਨ ਦਾ ਸਰਹੱਦ ਪਾਰ ਤੋਂ ਇਕ ਸੀ। ਹਾਲਾਂਕਿ ਉਸ ਤੋਂ ਬਾਅਦ ਗੰਨਵੇਅਰ ਨੇ ਕਾਰਵਾਈ ਕੀਤੀ। ਗੋਲੀਬਾਰੀ ਦਾ ਕਰਨ ਤੋਂ ਬਾਅਦ ਸਰਚ ਅਭਿਆਨ ਸ਼ੁਰੂ ਕੀਤਾ ਗਿਆ। ਉਥੋਂ ਤੋਂ ਬਾਅਦ ਵੀ ਲੋਕਾਂ ਦੀ ਸੁਰੱਖਿਆ ਤੇ ਹਾਲਾਤ ਦੀ ਇਕ ਤਲਾਸ਼ੀ ਮੁਹਿੰਮ ਚਲਾਈ ਜਾ ਰਹੀ ਹੈ। ਸੁਰੱਖਿਆ ਦੇ ਹਾਲਾਤ ਤੇ ਮਿਲੀ ਜਾਣਕਾਰੀ ਅਨੁਸਾਰ ਅੱਜ ਤਲਾਸ਼ੀ ਮੁਹਿੰਮ ਦੌਰਾਨ ਖੇਤਾਂ ਵਿੱਚ ਪਏ 6 ਪੈਕਟ ਹੈਰੋਇਨ ਦੇ ਬਰਾਮਦ ਕੀਤੇ ਗਏ। ਵਿਭਾਗੀ ਪੁਲਿਸ ਵੱਲੋਂ ਇਸ ਮਾਮਲੇ ਵਿੱਚ ਕਾਰਵਾਈ ਸ਼ੁਰੂ ਕਰ ਦਿੱਤੀ ਗਈ ਹੈ।: [790, 594, 968, 868]
- modi-photo: [316, 552, 780, 790]
- up-headline-black: ਅੱਠ ਨੌਜਵਾਨਾਂ ਨੇ ਨਾਬਾਲਗ ਲੜਕੀ ਨੂੰ ਜ਼ਿੰਦਾ ਸਾੜਿਆ: [44, 1917, 580, 2001]
- mann-mp-subhead: ਭਾਜਪਾ ਤੇ ਕਾਂਗਰਸ 'ਤੇ ਲਗਾਏ ਜਨਤਾ ਨੂੰ ਲੁੱਟਣ ਦੇ ਦੋਸ਼: [955, 482, 1497, 515]
- mann-debate-headline: ਮਾਨ ਵੱਲੋਂ ਪੰਜਾਬੀਆਂ ਨੂੰ ਵੀ ਖੁੱਲ੍ਹਾ ਸੱਦਾ ਦਿੱਤਾ ਗਿਆ: [451, 1161, 1097, 1202]
- roadshow-image: [980, 522, 1497, 812]
- logo-text: PAIGAM-E-JAGAT: [78, 206, 184, 219]
- column-rule-4: [1135, 1120, 1137, 1902]
- modi-subhead: ਕਿਹਾ- ਦੇਸ਼ ਦੇ ਵਿਕਾਸ ਤੇ ਤਰੱਕੀ ਨਾਲ ਜੁੜੇ ਹੋਏ ਹਨ ਇਹ ਪ੍ਰੋਜੈਕਟ: [44, 505, 769, 542]
- jakhar-body-right: ਨਿਰਧਾਰਤ ਸਿਆਸੀ ਜੰਗ ਵਿੱਚ ਕੋਈ ਕਸਰ ਨਹੀਂ ਛੱਡੇਗੀ। ਉਨ੍ਹਾਂ ਕਿਹਾ ਕਿ ਇਸ ਡਿਬੇਟ ਨੂੰ ਪੰਜਾਬ ਦੇ ਲੋਕਾਂ ਦੇ ਮੁੱਦਿਆਂ 'ਤੇ ਕੇਂਦਰਿਤ ਰੱਖਿਆ ਜਾਣਾ ਚਾਹੀਦਾ ਹੈ।: [899, 1543, 1129, 1589]
- column-rule-2: [972, 338, 974, 1105]
- mann-mp-headline: ਮੱਧ ਪ੍ਰਦੇਸ਼ 'ਚ ਮੁੱਖ ਮੰਤਰੀ ਮਾਨ ਦਾ ਭਰਵਾਂ ਰੋਡ ਸ਼ੋਅ: [982, 341, 1440, 430]
- jakhar-image: [899, 1327, 1129, 1515]
- up-scene-image: [224, 2094, 389, 2194]
- quote-text: ਸਫ਼ਲਤਾ ਪ੍ਰਾਪਤ ਕਰਨ ਦੇ ਲਈ ਦ੍ਰਿੜ੍ਹ ਸਬਰ ਅਤੇ ਮਜ਼ਬੂਤ ਇੱਛਾ ਸ਼ਕਤੀ ਦੀ ਲੋੜ ਹੁੰਦੀ ਹੈ।: [1311, 84, 1486, 176]
- kashmir-photo: [46, 1457, 272, 1689]
- newspaper-title: [232, 101, 1337, 239]
- info-bar: Title code : CHAMUL00914 | E-mail : Info@paigamejagat.com | ਸ਼ੁੱਕਰਵਾਰ, 27 ਅਕਤੂਬਰ 2023, ਸਾਲ 1, ਅੰਕ ਨੰ. 4, ਮੁੱਖ ਸੰਪਾਦਕ : ਦਵਿੰਦਰ ਕੁਮਾਰ, ਸੰਪਰਕ-9478602733: [44, 244, 1497, 273]
- mann-mp-body-right: ਬਣਾਉਣ ਦਾ ਮਨ ਬਣਾ ਰਹੀ ਹੈ। ਭਗਵੰਤ ਮਾਨ ਨੇ ਕਿਹਾ ਕਿ ਭਾਜਪਾ-ਕਾਂਗਰਸ ਨੇ ਹਮੇਸ਼ਾ ਤੋਂ ਹੀ ਆਮ ਜਨਤਾ ਨੂੰ ਲੁੱਟਣ ਦਾ ਕੰਮ ਕੀਤਾ ਹੈ ਅਤੇ ਆਖ਼ਰੀ ਇਸ ਵਾਰ 'ਚ ਲਾਲਚਿਆਂ ਨੂੰ ਕਈ ਦਿਨ ਦੇ ਕੇ ਚਲੇ ਜਾਂਦੇ ਹਨ। ਪਰ ਇਸ ਵਾਰ ਇਨ੍ਹਾਂ ਲੋਕਾਂ ਦੀਆਂ ਗੱਲਾਂ 'ਚ ਨਾ ਆਉਣਾ। ਕੇਜਰੀਵਾਲ ਦੀਆਂ ਗਰੰਟੀਆਂ ਅਨੁਸਾਰ ਹੁਣ ਪੰਜਾਬ ਦੇ 90 ਫ਼ੀਸਦੀ ਘਰਾਂ ਦੇ ਬਿਜਲੀ ਦਾ ਬਿੱਲ ਜ਼ੀਰੋ ਆਉਂਦਾ ਹੈ। ਮੁੱਖ ਮੰਤਰੀ ਮਾਨ ਨੇ ਭਾਸ਼ਣ ਦੌਰਾਨ ਕਿਹਾ ਕਿ ਇਸ ਵਾਰ ਮੱਧ ਪ੍ਰਦੇਸ਼ ਦੀ ਜਨਤਾ ਦੀ ਪਰਿਵਰਤਨ ਦਾ ਮਨ ਬਣਾ ਚੁੱਕੀ ਹੈ। ਇਸ ਲਈ ਆਮ ਆਦਮੀ ਪਾਰਟੀ ਨੂੰ ਵੋਟ ਪਾ ਕੇ ਜਿੱਤ ਕਰ ਰਹੀ ਹੈ। ਇਸ ਦੌਰਾਨ 'ਆਪ' ਉਮੀਦਵਾਰ ਰਾਮਸ਼ੀ ਪਟੇਲ ਨੂੰ ਵੀ ਮੁੱਖ ਮੰਤਰੀ ਮਾਨ ਦੀ ਅਗਵਾਈ 'ਚ ਅਤੇ ਸੈਂਕੜੇ ਵਰਕਰਾਂ ਨਾਲ ਤਹਿਸੀਲ ਦਫ਼ਤਰ ਪਹੁੰਚ ਕੇ ਨਾਮਜ਼ਦਗੀ ਭਰੀ।: [1244, 817, 1497, 1016]
- quote-box: [1268, 69, 1497, 244]
- masthead: [43, 68, 1497, 273]
- sensex-headline: [1201, 1913, 1497, 1998]
- up-sidebar-head: ਪਿਤਾ ਦੇ ਆਉਂਦੇ ਹੀ ਭੱਜਦੇ ਦਿਸੇ ਦੋਸ਼ੀ: [224, 2027, 373, 2070]
- up-dateline: ਅਮੇਠੀ, 26 ਅਕਤੂਬਰ (ਪੈਗਾਮ-ਏ-ਜਗਤ): [46, 2026, 196, 2056]
- title-part-3: -ਜਗਤ: [627, 104, 910, 237]
